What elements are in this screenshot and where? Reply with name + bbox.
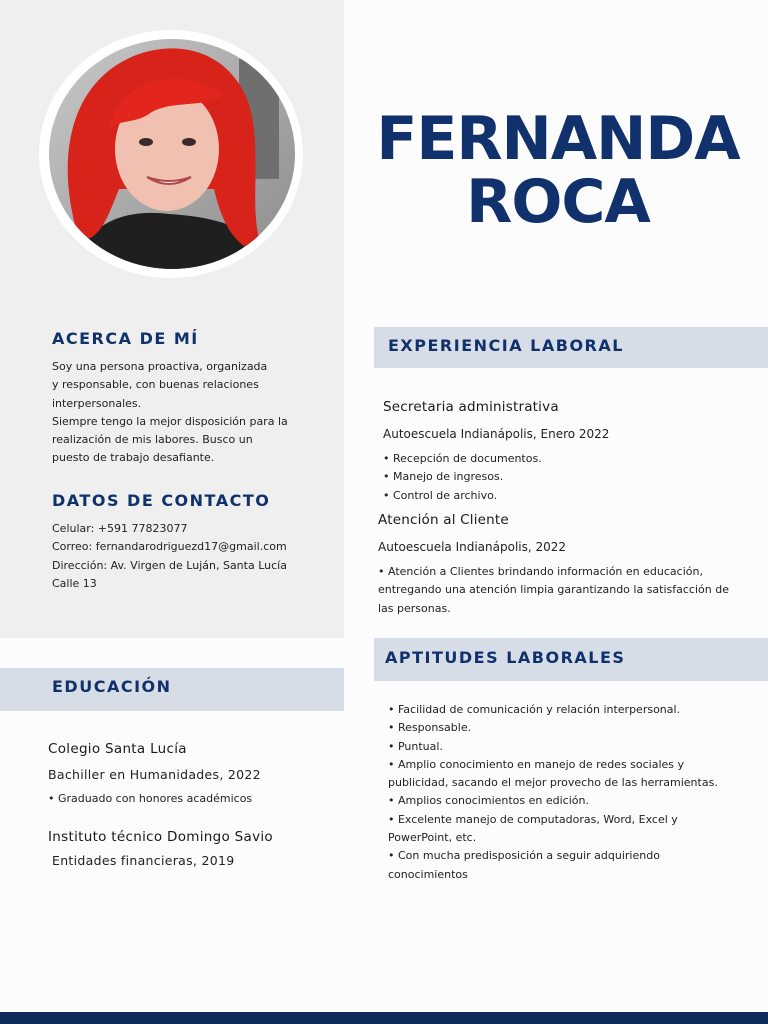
about-heading: ACERCA DE MÍ xyxy=(52,329,199,348)
job-company: Autoescuela Indianápolis, Enero 2022 xyxy=(383,427,610,441)
skill-item: publicidad, sacando el mejor provecho de las herramientas. xyxy=(388,776,718,790)
profile-photo-illustration xyxy=(49,39,295,269)
contact-address: Dirección: Av. Virgen de Luján, Santa Lucía xyxy=(52,558,287,572)
duty-item: • Control de archivo. xyxy=(383,488,498,502)
education-degree: Entidades financieras, 2019 xyxy=(52,853,235,868)
duty-item: • Recepción de documentos. xyxy=(383,452,542,465)
contact-phone: Celular: +591 77823077 xyxy=(52,522,188,535)
job-title: Secretaria administrativa xyxy=(383,399,559,415)
about-text xyxy=(52,358,342,468)
skill-item: • Responsable. xyxy=(388,721,472,735)
skill-item: • Excelente manejo de computadoras, Word, Excel y xyxy=(388,812,678,826)
profile-photo xyxy=(49,39,295,269)
skill-item: conocimientos xyxy=(388,867,468,881)
about-line: realización de mis labores. Busco un xyxy=(52,433,253,447)
education-degree: Bachiller en Humanidades, 2022 xyxy=(48,767,261,782)
education-note xyxy=(48,790,252,808)
job-title: Atención al Cliente xyxy=(378,512,509,528)
job-company: Autoescuela Indianápolis, 2022 xyxy=(378,540,567,554)
skill-item: • Amplios conocimientos en edición. xyxy=(388,794,589,808)
name-line-last: ROCA xyxy=(466,167,650,237)
contact-email: Correo: fernandarodriguezd17@gmail.com xyxy=(52,540,287,554)
footer-bar xyxy=(0,1012,768,1024)
candidate-name xyxy=(372,104,744,237)
contact-details xyxy=(52,520,342,593)
duty-item: • Manejo de ingresos. xyxy=(383,470,504,484)
name-line-first: FERNANDA xyxy=(376,104,740,174)
skill-item: • Facilidad de comunicación y relación interpersonal. xyxy=(388,703,681,716)
skills-list xyxy=(388,701,718,884)
about-line: Soy una persona proactiva, organizada xyxy=(52,360,268,373)
about-line: puesto de trabajo desafiante. xyxy=(52,451,215,465)
duty-item: • Atención a Clientes brindando información en educación, xyxy=(378,565,703,578)
about-line: interpersonales. xyxy=(52,396,142,410)
duty-item: las personas. xyxy=(378,601,451,615)
skills-heading: APTITUDES LABORALES xyxy=(385,648,626,667)
skill-item: • Puntual. xyxy=(388,739,443,753)
education-note-text: • Graduado con honores académicos xyxy=(48,792,253,805)
education-school: Colegio Santa Lucía xyxy=(48,741,187,757)
education-heading: EDUCACIÓN xyxy=(52,677,172,696)
about-line: Siempre tengo la mejor disposición para la xyxy=(52,414,288,428)
about-line: y responsable, con buenas relaciones xyxy=(52,378,259,392)
contact-heading: DATOS DE CONTACTO xyxy=(52,491,271,510)
job-duties xyxy=(378,563,729,618)
education-school: Instituto técnico Domingo Savio xyxy=(48,829,273,845)
job-duties xyxy=(383,450,542,505)
skill-item: • Con mucha predisposición a seguir adquiriendo xyxy=(388,849,660,863)
duty-item: entregando una atención limpia garantizando la satisfacción de xyxy=(378,583,729,597)
contact-address-line2: Calle 13 xyxy=(52,576,97,590)
skill-item: PowerPoint, etc. xyxy=(388,831,477,845)
experience-heading: EXPERIENCIA LABORAL xyxy=(388,336,624,355)
skill-item: • Amplio conocimiento en manejo de redes sociales y xyxy=(388,757,685,771)
